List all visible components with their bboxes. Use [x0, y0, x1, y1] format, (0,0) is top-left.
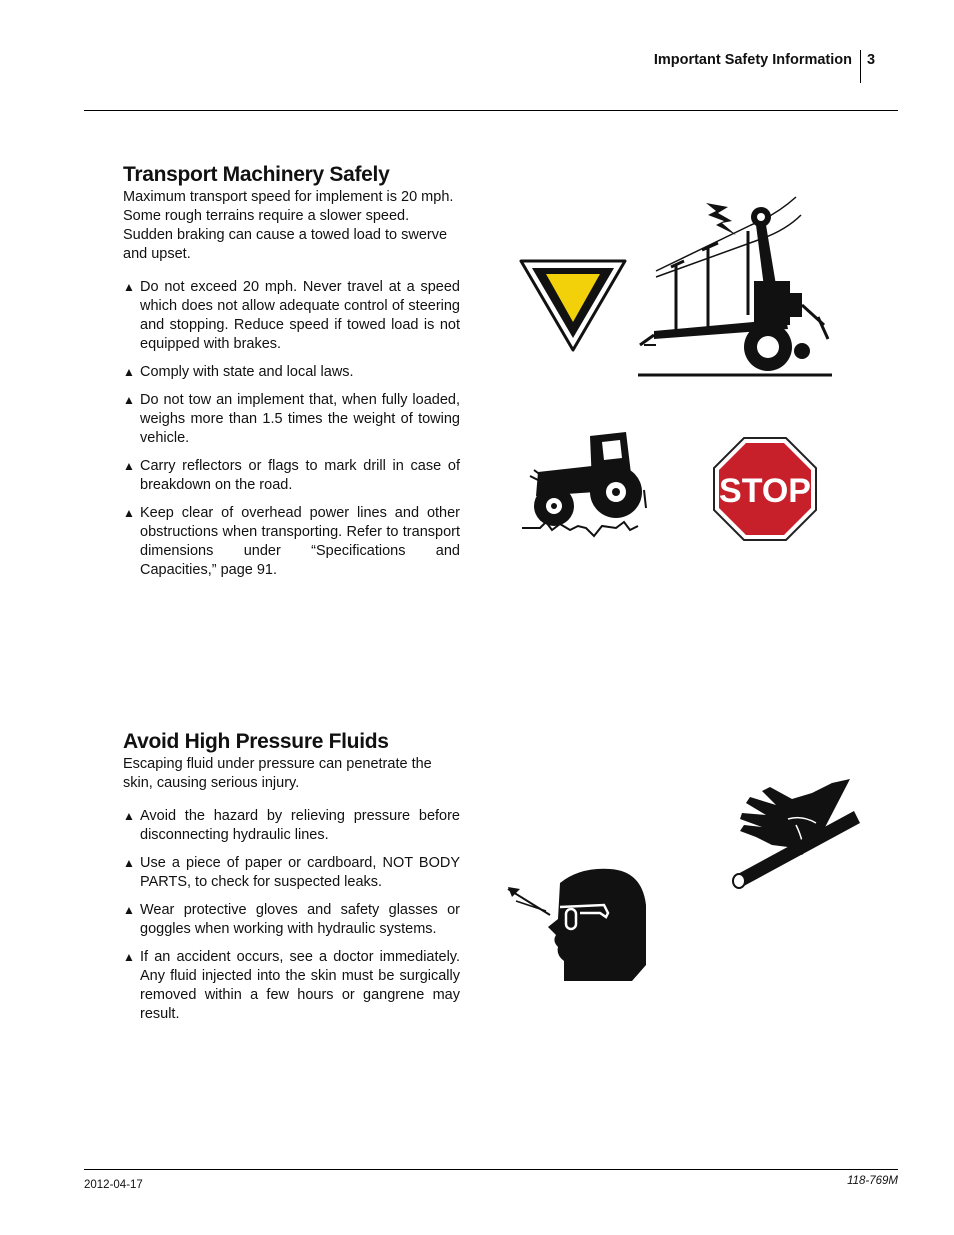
bullet-text: Comply with state and local laws.: [140, 364, 354, 380]
yield-sign-icon: [518, 258, 628, 354]
stop-sign-icon: [712, 436, 818, 542]
triangle-bullet-icon: ▲: [123, 950, 135, 964]
triangle-bullet-icon: ▲: [123, 280, 135, 294]
section-heading: Transport Machinery Safely: [123, 163, 390, 186]
bullet-text: Carry reflectors or flags to mark drill in case of breakdown on the road.: [140, 458, 460, 493]
stop-sign-text: STOP: [719, 472, 811, 510]
triangle-bullet-icon: ▲: [123, 809, 135, 823]
bullet-item: [123, 901, 460, 939]
bullet-text: Use a piece of paper or cardboard, NOT BODY PARTS, to check for suspected leaks.: [140, 855, 460, 890]
bullet-list: [123, 807, 460, 1024]
header-divider: [860, 50, 861, 83]
bullet-item: [123, 278, 460, 354]
triangle-bullet-icon: ▲: [123, 856, 135, 870]
tractor-icon: [520, 430, 650, 540]
power-line-hazard-icon: [636, 195, 836, 380]
bullet-list: [123, 278, 460, 580]
bullet-text: Wear protective gloves and safety glasses or goggles when working with hydraulic systems.: [140, 902, 460, 937]
bullet-text: Do not tow an implement that, when fully loaded, weighs more than 1.5 times the weight of towing vehicle.: [140, 392, 460, 446]
bullet-item: [123, 854, 460, 892]
bullet-text: Keep clear of overhead power lines and other obstructions when transporting. Refer to transport dimensions under “Specifications and Capacities,” page 91.: [140, 505, 460, 578]
safety-glasses-head-icon: [500, 865, 650, 985]
footer-date: 2012-04-17: [84, 1179, 143, 1191]
bullet-text: Do not exceed 20 mph. Never travel at a speed which does not allow adequate control of steering and stopping. Reduce speed if towed load is not equipped with brakes.: [140, 279, 460, 352]
section-transport-safety: [123, 162, 460, 589]
section-high-pressure-fluids: [123, 729, 460, 1033]
section-intro: Maximum transport speed for implement is 20 mph. Some rough terrains require a slower speed. Sudden braking can cause a towed load to swerve and upset.: [123, 189, 454, 262]
bullet-item: [123, 391, 460, 448]
footer-rule: [84, 1169, 898, 1170]
triangle-bullet-icon: ▲: [123, 365, 135, 379]
bullet-item: [123, 363, 460, 382]
bullet-item: [123, 457, 460, 495]
section-intro: Escaping fluid under pressure can penetrate the skin, causing serious injury.: [123, 756, 432, 791]
fluid-injection-hand-icon: [732, 775, 864, 891]
header-section-title: Important Safety Information: [653, 52, 852, 68]
bullet-item: [123, 807, 460, 845]
bullet-item: [123, 504, 460, 580]
bullet-text: Avoid the hazard by relieving pressure before disconnecting hydraulic lines.: [140, 808, 460, 843]
bullet-text: If an accident occurs, see a doctor immediately. Any fluid injected into the skin must be surgically removed within a few hours or gangrene may result.: [140, 949, 460, 1022]
page-number: 3: [867, 52, 876, 68]
triangle-bullet-icon: ▲: [123, 903, 135, 917]
triangle-bullet-icon: ▲: [123, 393, 135, 407]
header-rule: [84, 110, 898, 111]
footer-doc-number: 118-769M: [847, 1175, 898, 1187]
triangle-bullet-icon: ▲: [123, 459, 135, 473]
bullet-item: [123, 948, 460, 1024]
section-heading: Avoid High Pressure Fluids: [123, 730, 389, 753]
triangle-bullet-icon: ▲: [123, 506, 135, 520]
